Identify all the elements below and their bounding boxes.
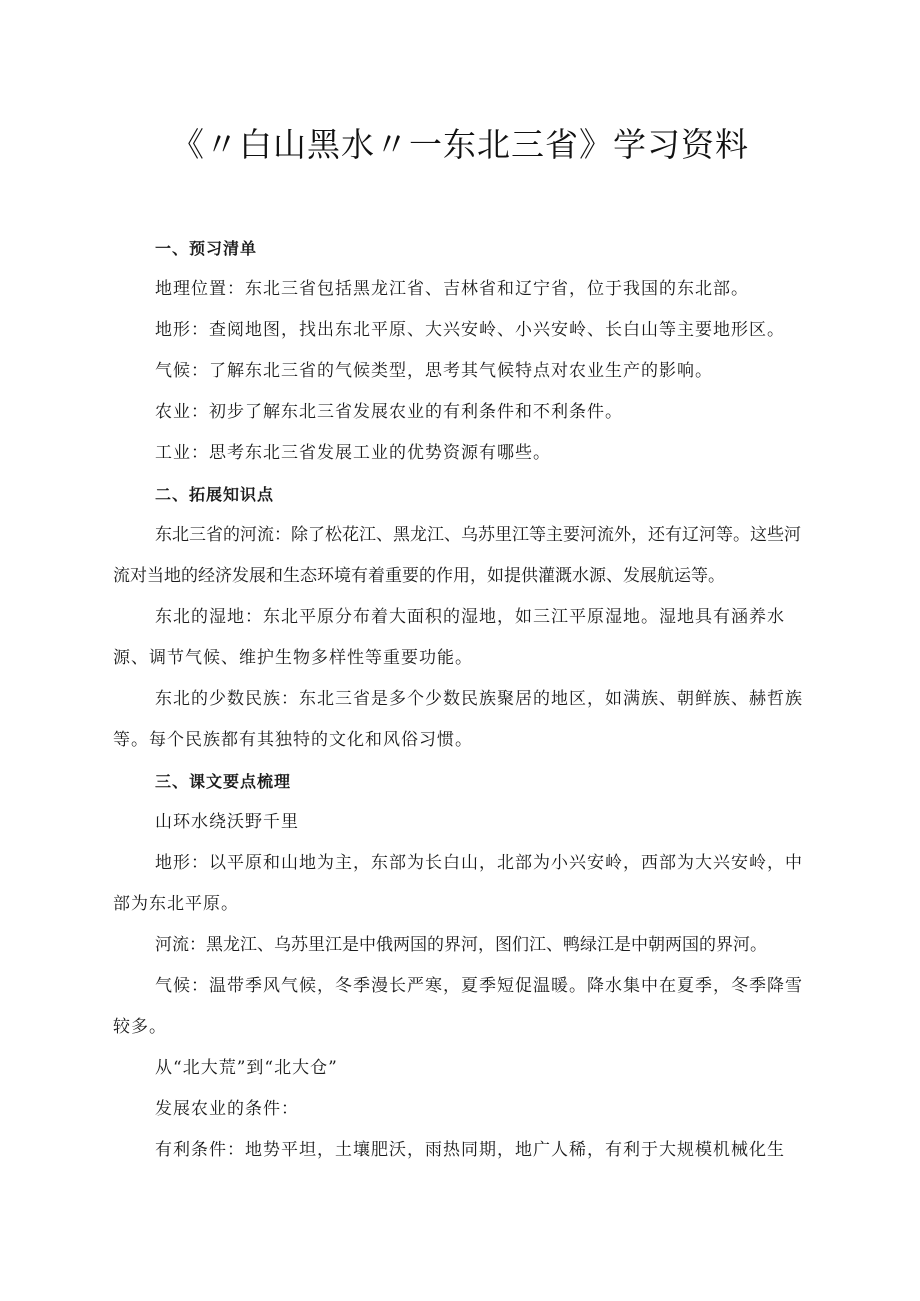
extension-paragraph-wetlands: 东北的湿地：东北平原分布着大面积的湿地，如三江平原湿地。湿地具有涵养水源、调节气候、维护生物多样性等重要功能。 bbox=[113, 607, 785, 668]
document-body bbox=[113, 228, 813, 1171]
preview-item-location: 地理位置：东北三省包括黑龙江省、吉林省和辽宁省，位于我国的东北部。 bbox=[155, 279, 749, 299]
summary-line-rivers: 河流：黑龙江、乌苏里江是中俄两国的界河，图们江、鸭绿江是中朝两国的界河。 bbox=[155, 935, 767, 955]
preview-item-terrain: 地形：查阅地图，找出东北平原、大兴安岭、小兴安岭、长白山等主要地形区。 bbox=[155, 320, 785, 340]
summary-line-conditions: 发展农业的条件： bbox=[155, 1099, 299, 1119]
document-title: 《〃白山黑水〃一东北三省》学习资料 bbox=[171, 125, 749, 164]
section-heading-summary: 三、课文要点梳理 bbox=[155, 772, 292, 791]
extension-paragraph-rivers: 东北三省的河流：除了松花江、黑龙江、乌苏里江等主要河流外，还有辽河等。这些河流对当地的经济发展和生态环境有着重要的作用，如提供灌溉水源、发展航运等。 bbox=[113, 525, 801, 586]
preview-item-agriculture: 农业：初步了解东北三省发展农业的有利条件和不利条件。 bbox=[155, 402, 623, 422]
summary-line-terrain: 地形：以平原和山地为主，东部为长白山，北部为小兴安岭，西部为大兴安岭，中部为东北平原。 bbox=[113, 853, 803, 914]
summary-subtitle-terrain: 山环水绕沃野千里 bbox=[155, 812, 299, 832]
summary-line-favorable: 有利条件：地势平坦，土壤肥沃，雨热同期，地广人稀，有利于大规模机械化生 bbox=[155, 1140, 785, 1160]
summary-subtitle-agriculture: 从“北大荒”到“北大仓” bbox=[155, 1058, 338, 1078]
preview-item-climate: 气候：了解东北三省的气候类型，思考其气候特点对农业生产的影响。 bbox=[155, 361, 713, 381]
extension-paragraph-minorities: 东北的少数民族：东北三省是多个少数民族聚居的地区，如满族、朝鲜族、赫哲族等。每个民族都有其独特的文化和风俗习惯。 bbox=[113, 689, 803, 750]
summary-line-climate: 气候：温带季风气候，冬季漫长严寒，夏季短促温暖。降水集中在夏季，冬季降雪较多。 bbox=[113, 976, 803, 1037]
section-heading-preview: 一、预习清单 bbox=[155, 239, 258, 258]
preview-item-industry: 工业：思考东北三省发展工业的优势资源有哪些。 bbox=[155, 443, 551, 463]
section-heading-extension: 二、拓展知识点 bbox=[155, 485, 275, 504]
